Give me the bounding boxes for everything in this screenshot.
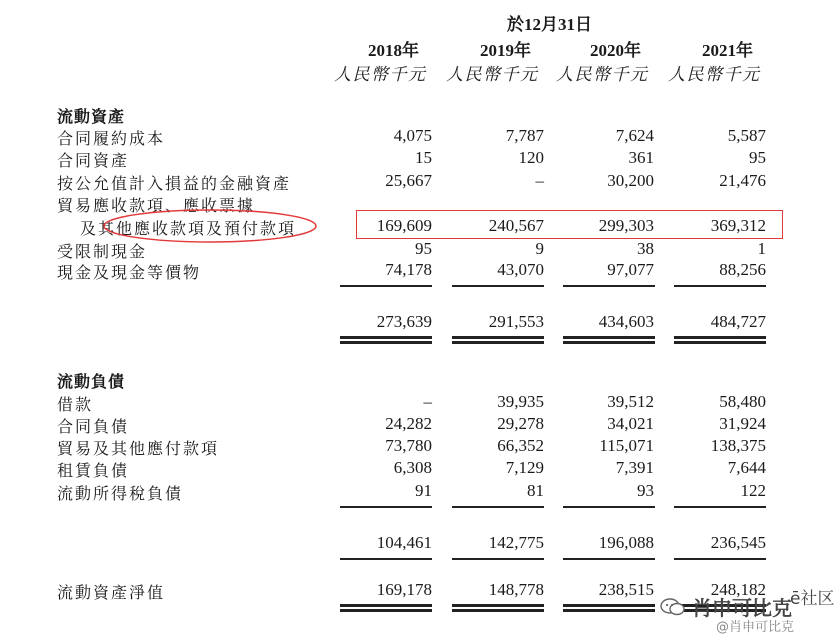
- value-cell: 38: [637, 239, 654, 258]
- value-cell: 299,303: [598, 216, 654, 235]
- wechat-icon: [660, 597, 686, 617]
- total-cell: 104,461: [376, 533, 432, 552]
- total-cell: 196,088: [598, 533, 654, 552]
- net-double-rule: [340, 604, 432, 612]
- value-cell: 7,129: [505, 458, 544, 477]
- value-cell: 97,077: [607, 260, 654, 279]
- row-label: 借款: [57, 397, 94, 414]
- total-double-rule: [452, 336, 544, 344]
- value-cell: 58,480: [719, 392, 766, 411]
- value-cell: 7,787: [505, 126, 544, 145]
- value-cell: 240,567: [488, 216, 544, 235]
- year-header-2020: 2020年: [590, 41, 641, 60]
- value-cell: 7,391: [615, 458, 654, 477]
- total-double-rule: [563, 336, 655, 344]
- total-cell: 291,553: [488, 312, 544, 331]
- value-cell: 5,587: [727, 126, 766, 145]
- value-cell: 74,178: [385, 260, 432, 279]
- subtotal-rule: [563, 506, 655, 508]
- subtotal-rule: [340, 506, 432, 508]
- total-cell: 484,727: [710, 312, 766, 331]
- value-cell: 34,021: [607, 414, 654, 433]
- value-cell: 30,200: [607, 171, 654, 190]
- value-cell: 21,476: [719, 171, 766, 190]
- subtotal-rule: [674, 506, 766, 508]
- value-cell: 88,256: [719, 260, 766, 279]
- value-cell: 93: [637, 481, 654, 500]
- subtotal-rule: [674, 285, 766, 287]
- value-cell: 7,644: [727, 458, 766, 477]
- current-assets-title: 流動資產: [57, 109, 126, 126]
- value-cell: –: [535, 171, 544, 190]
- value-cell: 39,512: [607, 392, 654, 411]
- value-cell: 361: [628, 148, 654, 167]
- unit-header-2021: 人民幣千元: [668, 65, 761, 84]
- value-cell: 81: [527, 481, 544, 500]
- value-cell: 73,780: [385, 436, 432, 455]
- row-label: 流動所得稅負債: [57, 486, 184, 503]
- row-label: 貿易及其他應付款項: [57, 441, 220, 458]
- net-value-cell: 148,778: [488, 580, 544, 599]
- value-cell: 115,071: [599, 436, 654, 455]
- net-value-cell: 248,182: [710, 580, 766, 599]
- current-liabilities-title: 流動負債: [57, 374, 126, 391]
- row-label: 合同履約成本: [57, 131, 166, 148]
- subtotal-rule: [563, 558, 655, 560]
- year-header-2021: 2021年: [702, 41, 753, 60]
- row-label-continued: 及其他應收款項及預付款項: [80, 221, 297, 238]
- value-cell: 66,352: [497, 436, 544, 455]
- unit-header-2019: 人民幣千元: [446, 65, 539, 84]
- year-header-2018: 2018年: [368, 41, 419, 60]
- value-cell: 29,278: [497, 414, 544, 433]
- subtotal-rule: [340, 285, 432, 287]
- value-cell: 369,312: [710, 216, 766, 235]
- row-label: 貿易應收款項、應收票據: [57, 198, 256, 215]
- subtotal-rule: [674, 558, 766, 560]
- total-cell: 236,545: [710, 533, 766, 552]
- value-cell: 24,282: [385, 414, 432, 433]
- watermark-main: 肖申可比克: [692, 596, 792, 620]
- total-cell: 142,775: [488, 533, 544, 552]
- total-double-rule: [340, 336, 432, 344]
- value-cell: 43,070: [497, 260, 544, 279]
- row-label: 合同負債: [57, 419, 130, 436]
- highlight-rectangle: [356, 210, 783, 239]
- subtotal-rule: [452, 285, 544, 287]
- unit-header-2018: 人民幣千元: [334, 65, 427, 84]
- value-cell: 39,935: [497, 392, 544, 411]
- highlight-ellipse: [100, 206, 322, 246]
- net-value-cell: 238,515: [598, 580, 654, 599]
- value-cell: 95: [415, 239, 432, 258]
- value-cell: 169,609: [376, 216, 432, 235]
- year-header-2019: 2019年: [480, 41, 531, 60]
- value-cell: 9: [535, 239, 544, 258]
- period-heading: 於12月31日: [507, 15, 592, 34]
- row-label: 現金及現金等價物: [57, 265, 202, 282]
- total-double-rule: [674, 336, 766, 344]
- value-cell: 138,375: [710, 436, 766, 455]
- subtotal-rule: [563, 285, 655, 287]
- value-cell: 15: [415, 148, 432, 167]
- row-label: 租賃負債: [57, 463, 130, 480]
- net-value-cell: 169,178: [376, 580, 432, 599]
- value-cell: 95: [749, 148, 766, 167]
- unit-header-2020: 人民幣千元: [556, 65, 649, 84]
- value-cell: 7,624: [615, 126, 654, 145]
- net-double-rule: [452, 604, 544, 612]
- row-label: 按公允值計入損益的金融資產: [57, 176, 292, 193]
- net-double-rule: [563, 604, 655, 612]
- value-cell: 122: [740, 481, 766, 500]
- net-current-assets-label: 流動資產淨值: [57, 585, 166, 602]
- value-cell: –: [423, 392, 432, 411]
- value-cell: 91: [415, 481, 432, 500]
- row-label: 合同資產: [57, 153, 130, 170]
- value-cell: 31,924: [719, 414, 766, 433]
- value-cell: 4,075: [393, 126, 432, 145]
- total-cell: 434,603: [598, 312, 654, 331]
- value-cell: 25,667: [385, 171, 432, 190]
- subtotal-rule: [340, 558, 432, 560]
- value-cell: 6,308: [393, 458, 432, 477]
- watermark-side: ē社区: [790, 589, 835, 609]
- subtotal-rule: [452, 506, 544, 508]
- watermark-handle: @肖申可比克: [716, 620, 795, 635]
- total-cell: 273,639: [376, 312, 432, 331]
- row-label: 受限制現金: [57, 244, 148, 261]
- value-cell: 1: [757, 239, 766, 258]
- subtotal-rule: [452, 558, 544, 560]
- value-cell: 120: [518, 148, 544, 167]
